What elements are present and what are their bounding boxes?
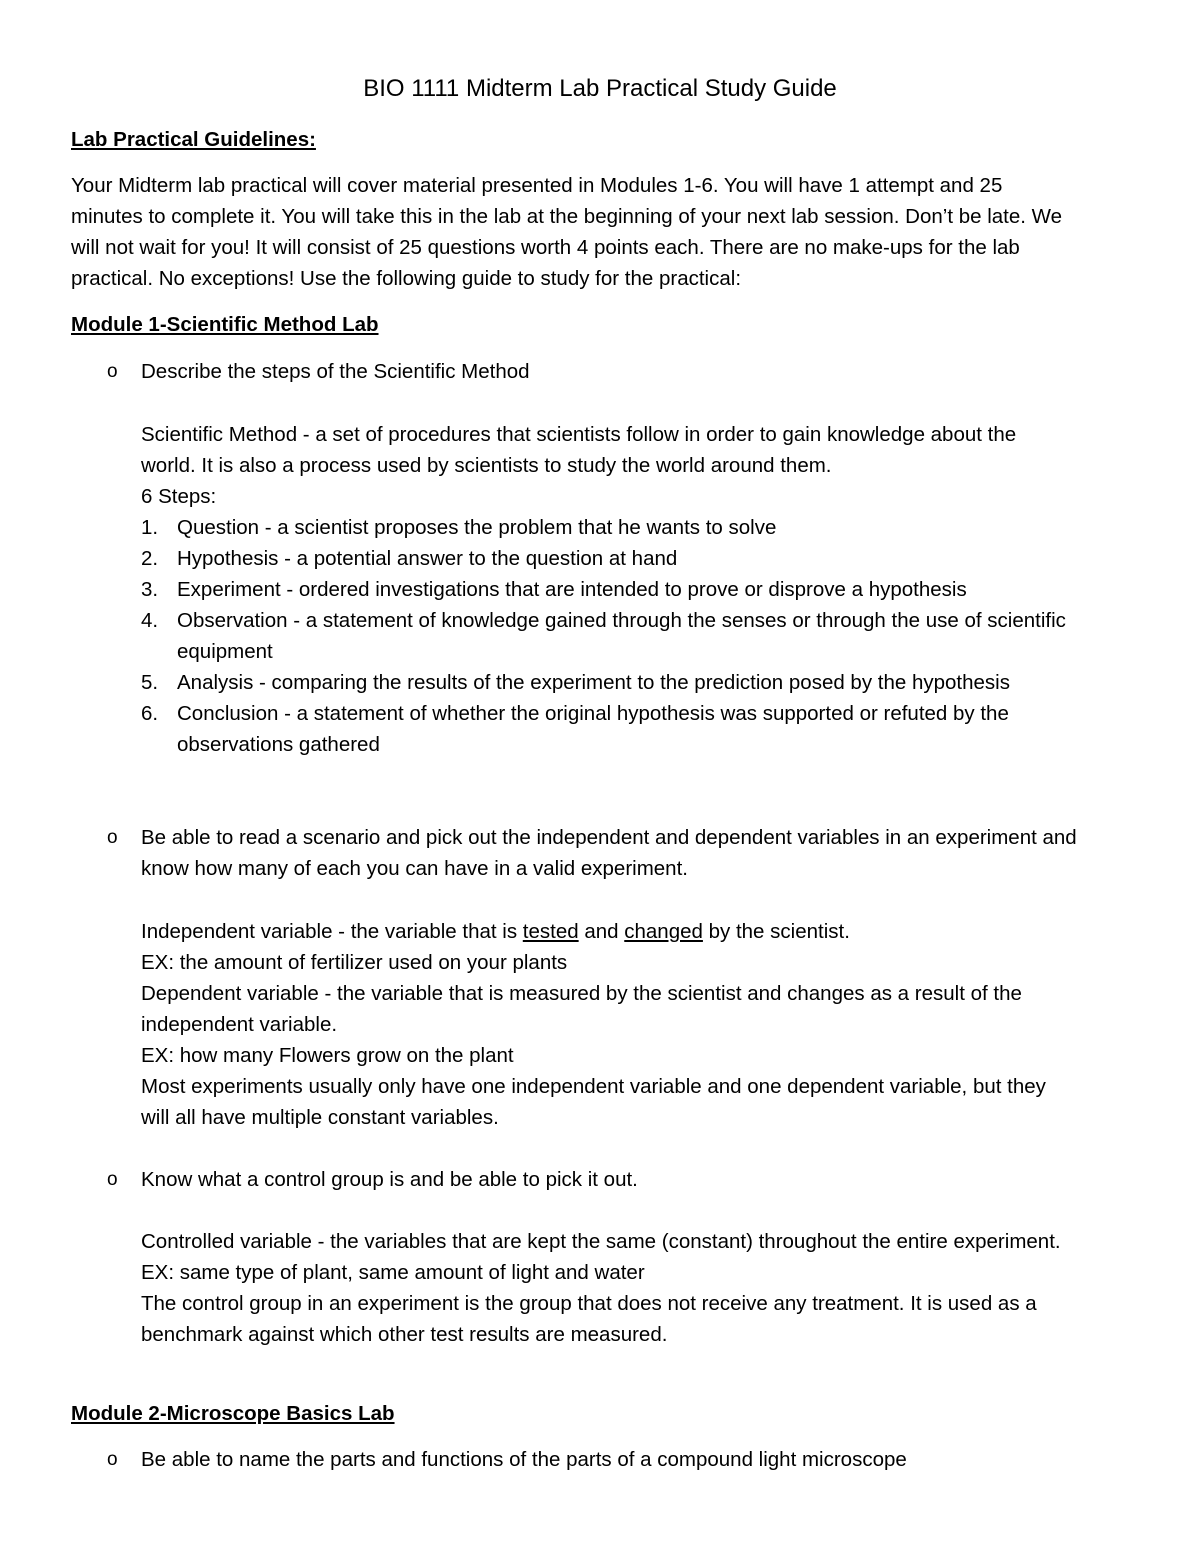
note-line: will all have multiple constant variables. xyxy=(141,1106,499,1129)
guidelines-heading: Lab Practical Guidelines: xyxy=(71,128,316,151)
bullet-text-continued: know how many of each you can have in a valid experiment. xyxy=(141,857,688,880)
guidelines-line: practical. No exceptions! Use the following guide to study for the practical: xyxy=(71,267,742,290)
step-number: 1. xyxy=(141,516,159,539)
guidelines-line: Your Midterm lab practical will cover material presented in Modules 1-6. You will have 1 attempt and 25 xyxy=(71,174,1003,197)
step-text-continued: observations gathered xyxy=(177,733,380,756)
step-text: Conclusion - a statement of whether the original hypothesis was supported or refuted by the xyxy=(177,702,1009,725)
step-number: 4. xyxy=(141,609,159,632)
example-line: EX: how many Flowers grow on the plant xyxy=(141,1044,514,1067)
dependent-variable-continued: independent variable. xyxy=(141,1013,338,1036)
example-line: EX: same type of plant, same amount of light and water xyxy=(141,1261,645,1284)
step-text: Analysis - comparing the results of the experiment to the prediction posed by the hypothesis xyxy=(177,671,1010,694)
controlled-variable-definition: Controlled variable - the variables that are kept the same (constant) throughout the entire experiment. xyxy=(141,1230,1061,1253)
guidelines-line: minutes to complete it. You will take this in the lab at the beginning of your next lab session. Don’t be late. We xyxy=(71,205,1063,228)
note-line: Most experiments usually only have one independent variable and one dependent variable, but they xyxy=(141,1075,1046,1098)
independent-variable-definition xyxy=(141,916,850,947)
independent-mid: and xyxy=(578,920,625,943)
bullet-marker: o xyxy=(107,1169,118,1190)
step-number: 5. xyxy=(141,671,159,694)
bullet-marker: o xyxy=(107,827,118,848)
step-text: Observation - a statement of knowledge gained through the senses or through the use of scientific xyxy=(177,609,1066,632)
module1-heading: Module 1-Scientific Method Lab xyxy=(71,313,379,336)
step-number: 6. xyxy=(141,702,159,725)
bullet-text: Describe the steps of the Scientific Method xyxy=(141,360,530,383)
control-group-definition: The control group in an experiment is the group that does not receive any treatment. It is used as a xyxy=(141,1292,1037,1315)
bullet-text: Know what a control group is and be able to pick it out. xyxy=(141,1168,638,1191)
step-number: 3. xyxy=(141,578,159,601)
bullet-text: Be able to read a scenario and pick out the independent and dependent variables in an experiment and xyxy=(141,826,1077,849)
control-group-continued: benchmark against which other test results are measured. xyxy=(141,1323,668,1346)
steps-label: 6 Steps: xyxy=(141,485,217,508)
guidelines-line: will not wait for you! It will consist of 25 questions worth 4 points each. There are no make-ups for the lab xyxy=(71,236,1020,259)
dependent-variable-definition: Dependent variable - the variable that is measured by the scientist and changes as a result of the xyxy=(141,982,1022,1005)
step-text: Experiment - ordered investigations that are intended to prove or disprove a hypothesis xyxy=(177,578,967,601)
definition-line: world. It is also a process used by scientists to study the world around them. xyxy=(141,454,832,477)
module2-heading: Module 2-Microscope Basics Lab xyxy=(71,1402,395,1425)
underlined-changed: changed xyxy=(624,920,703,943)
step-number: 2. xyxy=(141,547,159,570)
independent-post: by the scientist. xyxy=(702,920,850,943)
example-line: EX: the amount of fertilizer used on your plants xyxy=(141,951,568,974)
page-title: BIO 1111 Midterm Lab Practical Study Guide xyxy=(363,75,837,102)
step-text: Question - a scientist proposes the problem that he wants to solve xyxy=(177,516,777,539)
independent-pre: Independent variable - the variable that is xyxy=(141,920,523,943)
step-text: Hypothesis - a potential answer to the question at hand xyxy=(177,547,678,570)
step-text-continued: equipment xyxy=(177,640,273,663)
bullet-marker: o xyxy=(107,361,118,382)
definition-line: Scientific Method - a set of procedures that scientists follow in order to gain knowledge about the xyxy=(141,423,1017,446)
bullet-marker: o xyxy=(107,1449,118,1470)
underlined-tested: tested xyxy=(522,920,579,943)
bullet-text: Be able to name the parts and functions of the parts of a compound light microscope xyxy=(141,1448,907,1471)
